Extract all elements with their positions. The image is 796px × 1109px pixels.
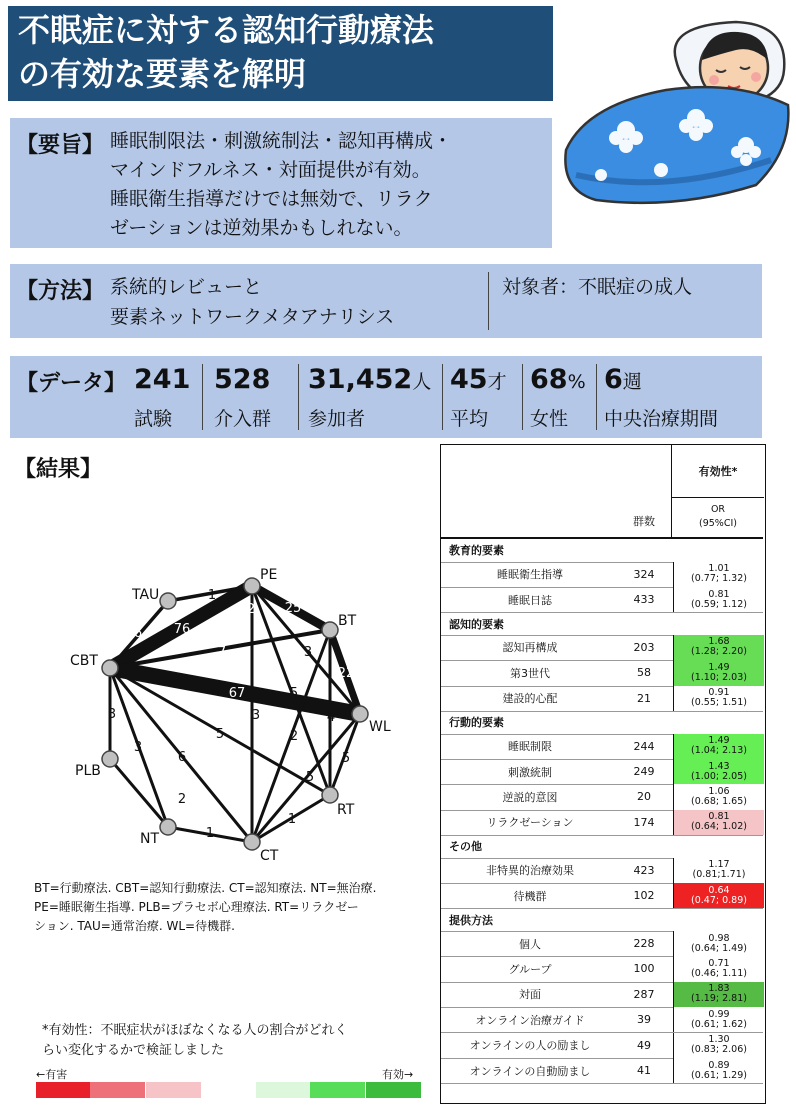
edge-label: 6 <box>133 626 143 641</box>
component-name: 認知再構成 <box>502 641 558 655</box>
node-rt <box>322 787 338 803</box>
odds-ratio: 0.81 <box>708 811 730 823</box>
results-heading: 【結果】 <box>14 457 103 482</box>
table-row <box>441 734 763 760</box>
edge-label: 1 <box>287 812 297 827</box>
component-name: 睡眠衛生指導 <box>497 568 563 582</box>
summary-line: ゼーションは逆効果かもしれない。 <box>110 217 413 239</box>
odds-ratio-cell <box>673 1007 764 1032</box>
odds-ratio: 0.99 <box>708 1008 730 1020</box>
odds-ratio: 0.81 <box>708 588 730 600</box>
section-label: 行動的要素 <box>449 716 504 730</box>
confidence-interval: (0.47; 0.89) <box>691 894 747 906</box>
divider <box>596 364 597 430</box>
node-cbt <box>102 660 118 676</box>
title-line-2: の有効な要素を解明 <box>18 55 307 93</box>
edge-label: 67 <box>228 686 246 701</box>
summary-line: 睡眠衛生指導だけでは無効で、リラク <box>110 188 433 210</box>
or-header-label: OR <box>710 504 726 515</box>
edge-label: 4 <box>326 710 336 725</box>
edge-label: 5 <box>341 751 351 766</box>
odds-ratio-cell <box>673 784 764 809</box>
table-row <box>441 931 763 957</box>
edge-label: 76 <box>173 622 191 637</box>
node-label: PLB <box>75 763 101 779</box>
confidence-interval: (0.81;1.71) <box>692 869 746 881</box>
component-name: 個人 <box>519 937 541 951</box>
scale-swatch <box>36 1082 91 1098</box>
component-name: 刺激統制 <box>508 765 552 779</box>
edge-label: 3 <box>133 740 143 755</box>
confidence-interval: (0.61; 1.29) <box>691 1069 747 1081</box>
component-name: 睡眠日誌 <box>508 593 552 607</box>
node-label: PE <box>260 567 278 583</box>
odds-ratio-cell <box>673 562 764 587</box>
confidence-interval: (0.61; 1.62) <box>691 1018 747 1030</box>
or-header <box>671 497 764 537</box>
node-pe <box>244 578 260 594</box>
confidence-interval: (1.28; 2.20) <box>691 646 747 658</box>
summary-line: マインドフルネス・対面提供が有効。 <box>110 159 431 181</box>
results-table <box>440 444 766 1104</box>
odds-ratio: 0.98 <box>708 932 730 944</box>
sleeping-person-illustration <box>556 10 792 210</box>
confidence-interval: (0.68; 1.65) <box>691 795 747 807</box>
harm-label: ←有害 <box>36 1068 68 1081</box>
stat-value: 528 <box>214 364 271 395</box>
odds-ratio: 1.06 <box>708 785 730 797</box>
node-label: BT <box>338 613 357 629</box>
stat-label: 参加者 <box>308 408 366 430</box>
confidence-interval: (0.83; 2.06) <box>691 1044 747 1056</box>
odds-ratio: 0.91 <box>708 687 730 699</box>
node-ct <box>244 834 260 850</box>
ci-header-label: (95%CI) <box>699 518 737 529</box>
group-count: 49 <box>637 1038 651 1052</box>
data-panel <box>10 356 762 438</box>
section-label: 提供方法 <box>449 913 493 927</box>
table-row <box>441 660 763 686</box>
node-label: RT <box>337 802 355 818</box>
edge-label: 1 <box>207 588 217 603</box>
odds-ratio: 1.01 <box>708 563 730 575</box>
component-name: 建設的心配 <box>502 692 558 706</box>
odds-ratio: 0.64 <box>708 884 730 896</box>
table-row <box>441 956 763 982</box>
group-count: 228 <box>633 937 655 951</box>
table-section-header <box>441 908 763 932</box>
confidence-interval: (0.64; 1.02) <box>691 821 747 833</box>
table-row <box>441 982 763 1008</box>
scale-swatch <box>90 1082 145 1098</box>
edge-label: 3 <box>107 707 117 722</box>
scale-swatch <box>366 1082 421 1098</box>
odds-ratio-cell <box>673 1058 764 1083</box>
node-label: TAU <box>132 587 160 603</box>
edge-label: 7 <box>217 645 227 660</box>
odds-ratio: 1.68 <box>708 636 730 648</box>
stat-value: 45才 <box>450 364 507 395</box>
group-count: 39 <box>637 1013 651 1027</box>
edge-label: 5 <box>289 686 299 701</box>
odds-ratio-cell <box>673 810 764 835</box>
group-count: 203 <box>633 640 655 654</box>
table-section-header <box>441 539 763 563</box>
component-name: オンライン治療ガイド <box>475 1013 585 1027</box>
component-name: 非特異的治療効果 <box>486 864 574 878</box>
data-heading: 【データ】 <box>16 371 127 396</box>
odds-ratio-cell <box>673 931 764 956</box>
table-row <box>441 858 763 884</box>
edge-label: 6 <box>177 750 187 765</box>
stat-value: 31,452人 <box>308 364 432 395</box>
table-row <box>441 635 763 661</box>
table-body <box>441 539 763 1101</box>
odds-ratio: 1.49 <box>708 661 730 673</box>
divider <box>298 364 299 430</box>
network-graph <box>40 555 430 870</box>
scale-swatch <box>256 1082 311 1098</box>
group-count: 100 <box>633 962 655 976</box>
edge-label: 5 <box>305 770 315 785</box>
component-name: 逆説的意図 <box>502 790 558 804</box>
edge-label: 3 <box>303 645 313 660</box>
stat-value: 6週 <box>604 364 642 395</box>
component-name: グループ <box>508 962 552 976</box>
group-count: 21 <box>637 691 651 705</box>
confidence-interval: (1.10; 2.03) <box>691 671 747 683</box>
group-count: 433 <box>633 593 655 607</box>
odds-ratio-cell <box>673 734 764 759</box>
node-plb <box>102 751 118 767</box>
confidence-interval: (1.19; 2.81) <box>691 993 747 1005</box>
odds-ratio-cell <box>673 660 764 685</box>
table-section-header <box>441 835 763 859</box>
node-bt <box>322 622 338 638</box>
divider <box>442 364 443 430</box>
odds-ratio: 1.43 <box>708 760 730 772</box>
table-section-header <box>441 711 763 735</box>
table-row <box>441 759 763 785</box>
scale-swatch <box>310 1082 365 1098</box>
odds-ratio-cell <box>673 883 764 908</box>
confidence-interval: (0.77; 1.32) <box>691 573 747 585</box>
group-count: 102 <box>633 889 655 903</box>
summary-panel <box>10 118 552 248</box>
odds-ratio-cell <box>673 1033 764 1058</box>
summary-heading: 【要旨】 <box>16 133 105 158</box>
component-name: オンラインの自動励まし <box>469 1064 591 1078</box>
confidence-interval: (0.59; 1.12) <box>691 598 747 610</box>
stat-label: 中央治療期間 <box>604 408 719 430</box>
table-row <box>441 1033 763 1059</box>
divider <box>488 272 489 330</box>
methods-line: 系統的レビューと <box>110 276 263 298</box>
summary-line: 睡眠制限法・刺激統制法・認知再構成・ <box>110 130 453 152</box>
odds-ratio: 1.30 <box>708 1034 730 1046</box>
node-nt <box>160 819 176 835</box>
stat-value: 241 <box>134 364 191 395</box>
group-count: 324 <box>633 567 655 581</box>
odds-ratio: 0.71 <box>708 957 730 969</box>
table-row <box>441 810 763 836</box>
component-name: オンラインの人の励まし <box>469 1039 591 1053</box>
odds-ratio-cell <box>673 982 764 1007</box>
group-count: 423 <box>633 863 655 877</box>
confidence-interval: (0.46; 1.11) <box>691 967 747 979</box>
footnote: *有効性：不眠症状がほぼなくなる人の割合がどれく <box>42 1023 348 1038</box>
group-count: 20 <box>637 790 651 804</box>
effect-header: 有効性* <box>671 445 764 498</box>
title-line-1: 不眠症に対する認知行動療法 <box>18 11 435 49</box>
edge-label: 2 <box>177 792 187 807</box>
node-label: NT <box>140 831 160 847</box>
abbreviation-legend: ション. TAU=通常治療. WL=待機群. <box>34 919 235 933</box>
group-count: 287 <box>633 987 655 1001</box>
odds-ratio-cell <box>673 686 764 711</box>
node-tau <box>160 593 176 609</box>
subjects-text: 対象者：不眠症の成人 <box>502 276 693 298</box>
stat-label: 平均 <box>450 408 489 430</box>
confidence-interval: (1.04; 2.13) <box>691 745 747 757</box>
stat-label: 試験 <box>134 408 173 430</box>
methods-heading: 【方法】 <box>16 279 105 304</box>
methods-line: 要素ネットワークメタアナリシス <box>110 306 395 328</box>
edge-label: 2 <box>289 729 299 744</box>
edge-label: 25 <box>284 601 302 616</box>
table-row <box>441 883 763 909</box>
methods-panel <box>10 264 762 338</box>
node-label: CBT <box>70 653 98 669</box>
node-wl <box>352 706 368 722</box>
footnote: らい変化するかで検証しました <box>42 1043 225 1058</box>
table-row <box>441 686 763 712</box>
odds-ratio: 0.89 <box>708 1059 730 1071</box>
group-count: 174 <box>633 815 655 829</box>
table-row <box>441 1007 763 1033</box>
group-count: 249 <box>633 765 655 779</box>
component-name: リラクゼーション <box>486 816 574 830</box>
component-name: 第3世代 <box>510 666 550 680</box>
odds-ratio-cell <box>673 635 764 660</box>
confidence-interval: (0.64; 1.49) <box>691 942 747 954</box>
abbreviation-legend: PE=睡眠衛生指導. PLB=プラセボ心理療法. RT=リラクゼー <box>34 900 359 914</box>
table-row <box>441 784 763 810</box>
count-header: 群数 <box>633 515 655 528</box>
group-count: 244 <box>633 739 655 753</box>
edge-label: 1 <box>205 826 215 841</box>
stat-label: 介入群 <box>214 408 272 430</box>
edge-label: 5 <box>215 727 225 742</box>
node-label: CT <box>260 848 279 864</box>
divider <box>522 364 523 430</box>
edge-label: 22 <box>337 666 355 681</box>
abbreviation-legend: BT=行動療法. CBT=認知行動療法. CT=認知療法. NT=無治療. <box>34 881 377 895</box>
edge-label: 2 <box>246 602 256 617</box>
stat-value: 68% <box>530 364 586 395</box>
table-row <box>441 562 763 588</box>
scale-swatch <box>146 1082 201 1098</box>
odds-ratio-cell <box>673 956 764 981</box>
edge-label: 3 <box>251 708 261 723</box>
table-row <box>441 1058 763 1084</box>
benefit-label: 有効→ <box>382 1068 414 1081</box>
odds-ratio: 1.49 <box>708 735 730 747</box>
table-section-header <box>441 612 763 636</box>
component-name: 待機群 <box>513 889 547 903</box>
odds-ratio-cell <box>673 759 764 784</box>
section-label: 教育的要素 <box>449 544 504 558</box>
edge-plb-nt <box>110 759 168 827</box>
odds-ratio: 1.83 <box>708 983 730 995</box>
group-count: 58 <box>637 666 651 680</box>
title-banner <box>8 6 553 101</box>
confidence-interval: (0.55; 1.51) <box>691 697 747 709</box>
confidence-interval: (1.00; 2.05) <box>691 770 747 782</box>
component-name: 対面 <box>519 988 541 1002</box>
odds-ratio-cell <box>673 587 764 612</box>
table-row <box>441 587 763 613</box>
stat-label: 女性 <box>530 408 569 430</box>
odds-ratio-cell <box>673 858 764 883</box>
section-label: その他 <box>449 840 482 854</box>
section-label: 認知的要素 <box>449 617 504 631</box>
divider <box>202 364 203 430</box>
odds-ratio: 1.17 <box>708 859 730 871</box>
component-name: 睡眠制限 <box>508 740 552 754</box>
group-count: 41 <box>637 1064 651 1078</box>
node-label: WL <box>369 719 391 735</box>
